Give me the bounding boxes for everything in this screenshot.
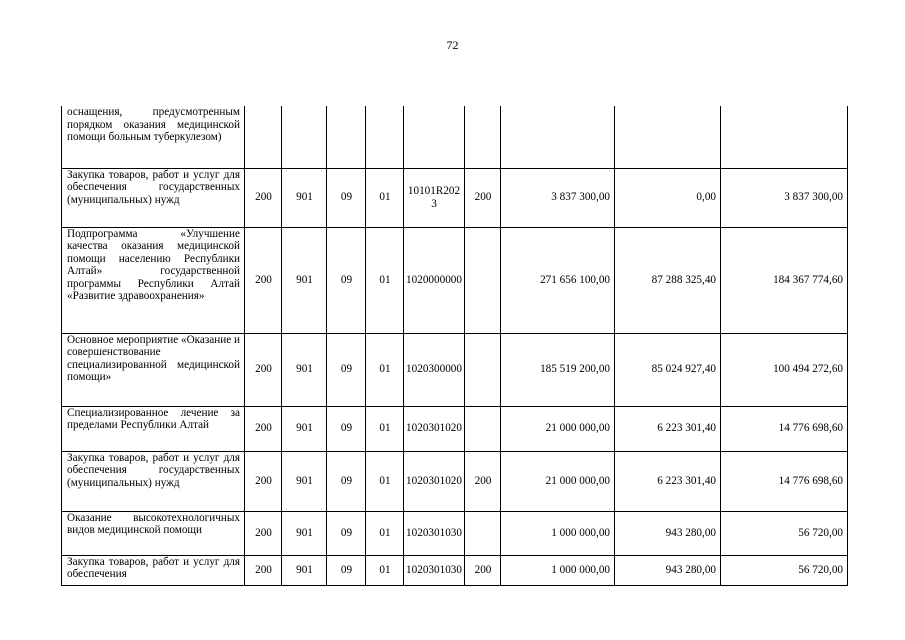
subsection-cell: 01 [366,451,404,511]
ministry-code-cell: 901 [282,451,327,511]
row-name-cell: Оказание высокотехнологичных видов медицинской помощи [62,511,245,555]
ministry-code-cell: 901 [282,511,327,555]
admin-code-cell: 200 [245,451,282,511]
ministry-code-cell: 901 [282,227,327,333]
ministry-code-cell: 901 [282,555,327,585]
remaining-amount-cell: 14 776 698,60 [721,451,848,511]
subsection-cell: 01 [366,555,404,585]
section-cell: 09 [327,227,366,333]
section-cell: 09 [327,406,366,451]
row-name-cell: оснащения, предусмотренным порядком оказания медицинской помощи больным туберкулезом) [62,106,245,168]
planned-amount-cell: 1 000 000,00 [501,511,615,555]
expense-type-cell: 200 [465,168,501,227]
section-cell: 09 [327,168,366,227]
admin-code-cell: 200 [245,227,282,333]
table-row [62,168,848,227]
expense-type-cell [465,406,501,451]
target-article-cell: 10101R2023 [404,168,465,227]
expense-type-cell [465,227,501,333]
remaining-amount-cell [721,106,848,168]
target-article-cell: 1020301030 [404,555,465,585]
executed-amount-cell: 85 024 927,40 [615,333,721,406]
expense-type-cell [465,333,501,406]
page-number: 72 [446,38,459,52]
expense-type-cell [465,511,501,555]
subsection-cell: 01 [366,406,404,451]
remaining-amount-cell: 56 720,00 [721,511,848,555]
admin-code-cell [245,106,282,168]
table-row [62,106,848,168]
row-name-cell: Закупка товаров, работ и услуг для обеспечения государственных (муниципальных) нужд [62,451,245,511]
expense-type-cell: 200 [465,555,501,585]
admin-code-cell: 200 [245,406,282,451]
remaining-amount-cell: 14 776 698,60 [721,406,848,451]
ministry-code-cell: 901 [282,406,327,451]
remaining-amount-cell: 56 720,00 [721,555,848,585]
target-article-cell: 1020301020 [404,451,465,511]
remaining-amount-cell: 3 837 300,00 [721,168,848,227]
executed-amount-cell: 943 280,00 [615,555,721,585]
admin-code-cell: 200 [245,333,282,406]
target-article-cell: 1020300000 [404,333,465,406]
ministry-code-cell [282,106,327,168]
table-row [62,333,848,406]
planned-amount-cell: 21 000 000,00 [501,451,615,511]
ministry-code-cell: 901 [282,333,327,406]
section-cell [327,106,366,168]
ministry-code-cell: 901 [282,168,327,227]
row-name-cell: Основное мероприятие «Оказание и совершенствование специализированной медицинской помощи» [62,333,245,406]
table-row [62,511,848,555]
planned-amount-cell: 271 656 100,00 [501,227,615,333]
target-article-cell: 1020301030 [404,511,465,555]
remaining-amount-cell: 184 367 774,60 [721,227,848,333]
subsection-cell: 01 [366,168,404,227]
planned-amount-cell: 21 000 000,00 [501,406,615,451]
section-cell: 09 [327,333,366,406]
section-cell: 09 [327,451,366,511]
expense-type-cell: 200 [465,451,501,511]
executed-amount-cell: 0,00 [615,168,721,227]
target-article-cell [404,106,465,168]
expense-type-cell [465,106,501,168]
admin-code-cell: 200 [245,511,282,555]
subsection-cell: 01 [366,333,404,406]
row-name-cell: Специализированное лечение за пределами Республики Алтай [62,406,245,451]
planned-amount-cell: 1 000 000,00 [501,555,615,585]
row-name-cell: Закупка товаров, работ и услуг для обеспечения [62,555,245,585]
executed-amount-cell: 87 288 325,40 [615,227,721,333]
target-article-cell: 1020301020 [404,406,465,451]
budget-table [61,106,848,586]
planned-amount-cell [501,106,615,168]
executed-amount-cell: 943 280,00 [615,511,721,555]
table-body [62,106,848,585]
row-name-cell: Закупка товаров, работ и услуг для обеспечения государственных (муниципальных) нужд [62,168,245,227]
table-row [62,406,848,451]
admin-code-cell: 200 [245,168,282,227]
executed-amount-cell [615,106,721,168]
executed-amount-cell: 6 223 301,40 [615,451,721,511]
section-cell: 09 [327,555,366,585]
executed-amount-cell: 6 223 301,40 [615,406,721,451]
target-article-cell: 1020000000 [404,227,465,333]
remaining-amount-cell: 100 494 272,60 [721,333,848,406]
row-name-cell: Подпрограмма «Улучшение качества оказания медицинской помощи населению Республики Алтай» государственной программы Республики Алтай «Развитие здравоохранения» [62,227,245,333]
admin-code-cell: 200 [245,555,282,585]
table-row [62,555,848,585]
subsection-cell: 01 [366,511,404,555]
subsection-cell: 01 [366,227,404,333]
table-row [62,451,848,511]
section-cell: 09 [327,511,366,555]
planned-amount-cell: 185 519 200,00 [501,333,615,406]
table-row [62,227,848,333]
subsection-cell [366,106,404,168]
planned-amount-cell: 3 837 300,00 [501,168,615,227]
